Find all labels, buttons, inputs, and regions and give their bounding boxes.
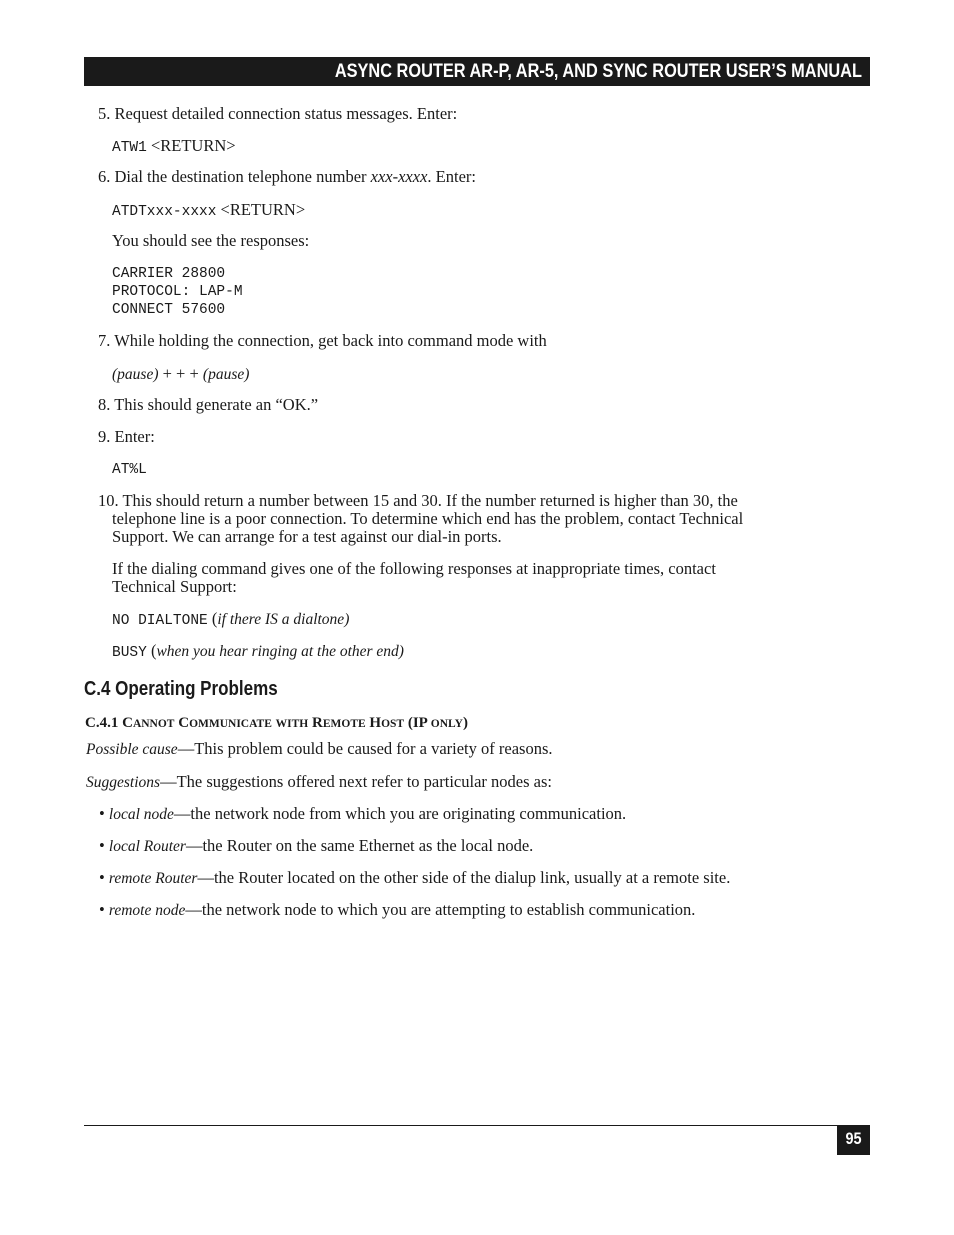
cap: R <box>312 715 323 731</box>
footer-rule <box>84 1125 870 1126</box>
step-10-line: telephone line is a poor connection. To determine which end has the problem, contact Technical <box>112 509 744 528</box>
manual-title: ASYNC ROUTER AR-P, AR-5, AND SYNC ROUTER USER’S MANUAL <box>334 61 862 82</box>
bullet-text: —the Router located on the other side of the dialup link, usually at a remote site. <box>197 868 731 887</box>
response-no-dialtone <box>112 610 349 630</box>
ip-close: ) <box>462 715 468 731</box>
response-condition: when you hear ringing at the other end) <box>156 643 404 660</box>
section-title: C.4 Operating Problems <box>84 678 278 700</box>
step-5: 5. Request detailed connection status messages. Enter: <box>98 104 458 123</box>
cause-label: Possible cause <box>86 741 178 758</box>
dial-note-line: If the dialing command gives one of the following responses at inappropriate times, contact <box>112 559 716 578</box>
response-line: PROTOCOL: LAP-M <box>112 284 243 300</box>
bullet-text: —the network node from which you are originating communication. <box>173 804 627 823</box>
dial-note-line: Technical Support: <box>112 577 237 596</box>
suggestions-label: Suggestions <box>86 774 161 791</box>
paren-open: ( <box>146 641 157 660</box>
suggestions-text: —The suggestions offered next refer to particular nodes as: <box>160 772 552 791</box>
step-7: 7. While holding the connection, get back into command mode with <box>98 331 547 350</box>
bullet-term: local Router <box>108 838 186 855</box>
response-line: CARRIER 28800 <box>112 266 226 282</box>
list-item <box>99 869 730 888</box>
small-cap: EMOTE <box>322 718 366 730</box>
escape-sequence: + + + <box>158 364 203 383</box>
paren-open: ( <box>207 609 218 628</box>
bullet-mark: • <box>99 868 109 887</box>
small-cap: OST <box>381 718 405 730</box>
step-6-prefix: 6. Dial the destination telephone number <box>98 167 371 186</box>
small-cap: ONLY <box>430 718 463 730</box>
bullet-term: local node <box>108 806 174 823</box>
step-6 <box>98 168 476 186</box>
small-cap: OMMUNICATE <box>189 718 272 730</box>
bullet-text: —the network node to which you are attempting to establish communication. <box>185 900 696 919</box>
command-suffix: <RETURN> <box>146 136 236 155</box>
command-code: ATDTxxx-xxxx <box>112 204 217 220</box>
suggestions <box>86 773 552 792</box>
cap: C <box>178 715 190 731</box>
step-6-command <box>112 201 305 221</box>
response-busy <box>112 642 404 662</box>
response-code: BUSY <box>112 645 147 661</box>
step-9: 9. Enter: <box>98 427 155 446</box>
command-code: ATW1 <box>112 140 147 156</box>
step-8: 8. This should generate an “OK.” <box>98 395 319 414</box>
bullet-term: remote node <box>108 902 186 919</box>
step-10-line: Support. We can arrange for a test against our dial-in ports. <box>112 527 502 546</box>
list-item <box>99 901 695 920</box>
command-suffix: <RETURN> <box>216 200 306 219</box>
page-number: 95 <box>845 1129 862 1148</box>
response-code: NO DIALTONE <box>112 613 208 629</box>
page-number-box <box>837 1125 870 1155</box>
response-condition: if there IS a dialtone) <box>217 611 350 628</box>
bullet-mark: • <box>99 836 109 855</box>
pause-1: (pause) <box>112 366 159 383</box>
bullet-mark: • <box>99 900 109 919</box>
possible-cause <box>86 740 553 759</box>
subsection-title <box>85 714 468 733</box>
list-item <box>99 805 626 824</box>
ip-open: (IP <box>407 715 431 731</box>
step-10-line: 10. This should return a number between 15 and 30. If the number returned is higher than 30, the <box>98 491 738 510</box>
bullet-term: remote Router <box>108 870 198 887</box>
subsection-number: C.4.1 <box>85 715 123 731</box>
step-9-command: AT%L <box>112 462 147 478</box>
bullet-mark: • <box>99 804 109 823</box>
bullet-text: —the Router on the same Ethernet as the local node. <box>185 836 534 855</box>
list-item <box>99 837 533 856</box>
response-line: CONNECT 57600 <box>112 302 226 318</box>
step-7-command <box>112 365 249 384</box>
small-cap: ANNOT <box>132 718 175 730</box>
step-6-note: You should see the responses: <box>112 231 310 250</box>
step-6-suffix: . Enter: <box>427 167 476 186</box>
pause-2: (pause) <box>202 366 250 383</box>
step-5-command <box>112 137 236 157</box>
small-cap: WITH <box>275 718 309 730</box>
header-bar <box>84 57 870 86</box>
cap: H <box>369 715 382 731</box>
cause-text: —This problem could be caused for a variety of reasons. <box>177 739 553 758</box>
step-6-number: xxx-xxxx <box>370 167 428 186</box>
cap: C <box>122 715 133 731</box>
